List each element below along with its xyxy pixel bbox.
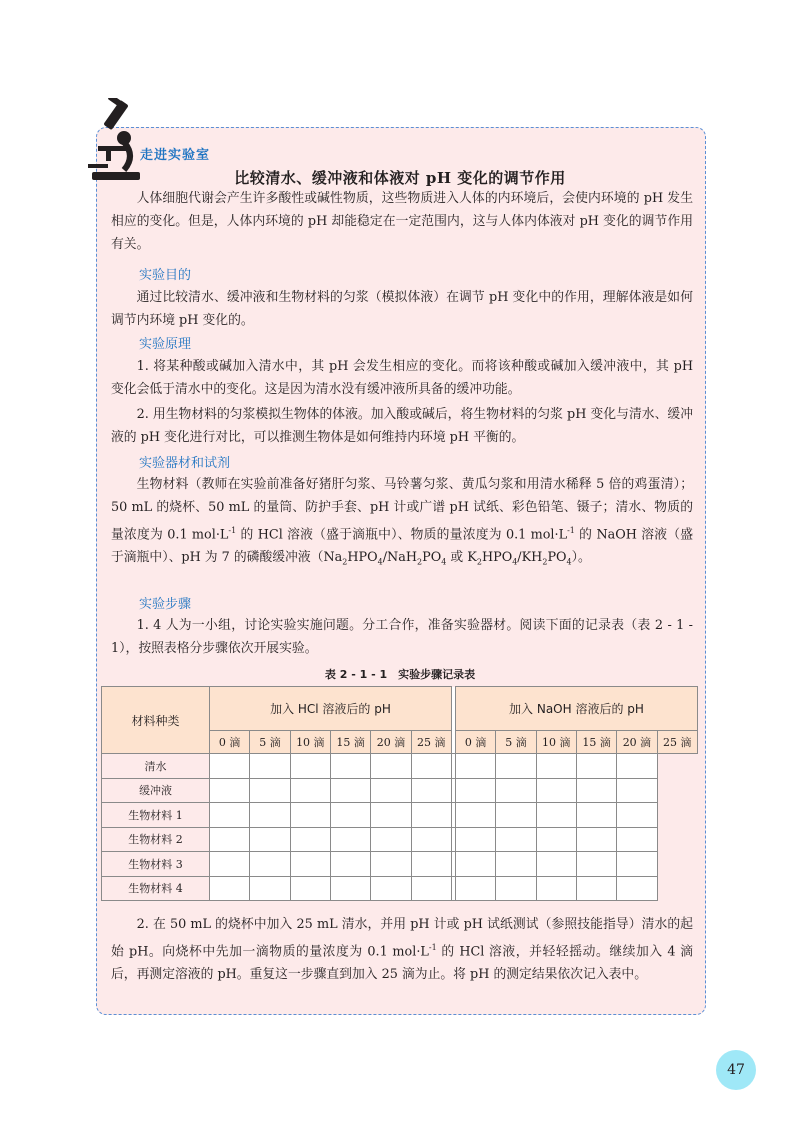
ph-cell [330,778,370,803]
hcl-group-header: 加入 HCl 溶液后的 pH [210,687,452,731]
naoh-drops-header: 5 滴 [496,731,536,754]
principle-heading: 实验原理 [139,337,192,352]
ph-cell [411,827,451,852]
principle-paragraph-2: 2. 用生物材料的匀浆模拟生物体的体液。加入酸或碱后，将生物材料的匀浆 pH 变化与清水、缓冲液的 pH 变化进行对比，可以推测生物体是如何维持内环境 pH 平衡的。 [111,407,693,445]
table-row [102,827,698,852]
ph-cell [576,754,616,779]
ph-cell [576,876,616,901]
ph-cell [536,827,576,852]
ph-cell [371,778,411,803]
ph-cell [617,852,657,877]
ph-cell [455,754,495,779]
row-label: 缓冲液 [102,778,210,803]
ph-cell [250,876,290,901]
ph-cell [411,754,451,779]
ph-cell [496,852,536,877]
ph-cell [496,803,536,828]
materials-heading: 实验器材和试剂 [139,456,231,471]
ph-cell [411,852,451,877]
naoh-group-header: 加入 NaOH 溶液后的 pH [455,687,697,731]
ph-cell [330,852,370,877]
ph-cell [250,803,290,828]
ph-cell [250,852,290,877]
ph-cell [330,803,370,828]
ph-cell [455,827,495,852]
ph-cell [576,827,616,852]
ph-cell [455,803,495,828]
ph-cell [576,803,616,828]
intro-paragraph: 人体细胞代谢会产生许多酸性或碱性物质，这些物质进入人体的内环境后，会使内环境的 pH 发生相应的变化。但是，人体内环境的 pH 却能稳定在一定范围内，这与人体内体液对 pH 变化的调节作用有关。 [111,191,693,252]
ph-cell [496,754,536,779]
steps-paragraph-1: 1. 4 人为一小组，讨论实验实施问题。分工合作，准备实验器材。阅读下面的记录表（表 2 - 1 - 1），按照表格分步骤依次开展实验。 [111,618,693,656]
ph-cell [210,803,250,828]
materials-paragraph: 生物材料（教师在实验前准备好猪肝匀浆、马铃薯匀浆、黄瓜匀浆和用清水稀释 5 倍的鸡蛋清）；50 mL 的烧杯、50 mL 的量筒、防护手套、pH 计或广谱 pH 试纸、彩色铅笔、镊子；清水、物质的量浓度为 0.1 $mol\cdot L^{-1}$ 的 HCl 溶液（盛于滴瓶中）、物质的量浓度为 0.1 $mol\cdot L^{-1}$ 的 NaOH 溶液（盛于滴瓶中）、pH 为 7 的磷酸缓冲液（$Na_2HPO_4/NaH_2PO_4$ 或 $K_2HPO_4/KH_2PO_4$）。 [111,477,693,567]
naoh-drops-header: 10 滴 [536,731,576,754]
ph-cell [617,876,657,901]
table-row [102,852,698,877]
ph-cell [411,778,451,803]
ph-cell [536,852,576,877]
hcl-drops-header: 10 滴 [290,731,330,754]
naoh-drops-header: 25 滴 [657,731,697,754]
hcl-drops-header: 25 滴 [411,731,451,754]
table-row [102,778,698,803]
ph-cell [411,803,451,828]
material-header: 材料种类 [102,687,210,754]
hcl-drops-header: 5 滴 [250,731,290,754]
ph-cell [617,754,657,779]
ph-cell [210,754,250,779]
ph-cell [496,876,536,901]
section-label: 走进实验室 [140,148,211,163]
ph-cell [496,827,536,852]
page-number: 47 [716,1050,756,1090]
ph-cell [576,852,616,877]
purpose-heading: 实验目的 [139,268,192,283]
ph-cell [617,778,657,803]
steps-heading: 实验步骤 [139,597,192,612]
table-caption: 表 2 - 1 - 1 实验步骤记录表 [324,668,476,681]
ph-cell [411,876,451,901]
row-label: 生物材料 4 [102,876,210,901]
ph-cell [536,778,576,803]
ph-cell [330,754,370,779]
table-row [102,803,698,828]
ph-cell [371,803,411,828]
ph-cell [536,754,576,779]
page-title: 比较清水、缓冲液和体液对 pH 变化的调节作用 [234,169,566,187]
ph-cell [290,876,330,901]
ph-cell [210,778,250,803]
ph-cell [250,778,290,803]
ph-cell [536,876,576,901]
hcl-drops-header: 20 滴 [371,731,411,754]
principle-paragraph-1: 1. 将某种酸或碱加入清水中，其 pH 会发生相应的变化。而将该种酸或碱加入缓冲液中，其 pH 变化会低于清水中的变化。这是因为清水没有缓冲液所具备的缓冲功能。 [111,359,693,397]
ph-cell [210,876,250,901]
ph-cell [330,827,370,852]
ph-cell [290,778,330,803]
row-label: 生物材料 2 [102,827,210,852]
table-row [102,754,698,779]
ph-cell [290,803,330,828]
ph-cell [290,852,330,877]
ph-cell [496,778,536,803]
ph-cell [210,852,250,877]
hcl-drops-header: 0 滴 [210,731,250,754]
purpose-paragraph: 通过比较清水、缓冲液和生物材料的匀浆（模拟体液）在调节 pH 变化中的作用，理解体液是如何调节内环境 pH 变化的。 [111,290,693,328]
ph-cell [371,754,411,779]
ph-cell [290,827,330,852]
ph-cell [250,827,290,852]
record-table [101,686,698,901]
ph-cell [371,827,411,852]
table-row [102,876,698,901]
hcl-drops-header: 15 滴 [330,731,370,754]
ph-cell [210,827,250,852]
ph-cell [536,803,576,828]
ph-cell [330,876,370,901]
ph-cell [455,852,495,877]
naoh-drops-header: 0 滴 [455,731,495,754]
naoh-drops-header: 20 滴 [617,731,657,754]
naoh-drops-header: 15 滴 [576,731,616,754]
ph-cell [455,778,495,803]
ph-cell [371,876,411,901]
row-label: 清水 [102,754,210,779]
ph-cell [371,852,411,877]
ph-cell [250,754,290,779]
ph-cell [290,754,330,779]
ph-cell [617,803,657,828]
row-label: 生物材料 1 [102,803,210,828]
ph-cell [617,827,657,852]
ph-cell [576,778,616,803]
row-label: 生物材料 3 [102,852,210,877]
ph-cell [455,876,495,901]
steps-paragraph-2: 2. 在 50 mL 的烧杯中加入 25 mL 清水，并用 pH 计或 pH 试纸测试（参照技能指导）清水的起始 pH。向烧杯中先加一滴物质的量浓度为 0.1 $mol\cdot L^{-1}$ 的 HCl 溶液，并轻轻摇动。继续加入 4 滴后，再测定溶液的 pH。重复这一步骤直到加入 25 滴为止。将 pH 的测定结果依次记入表中。 [111,917,693,983]
